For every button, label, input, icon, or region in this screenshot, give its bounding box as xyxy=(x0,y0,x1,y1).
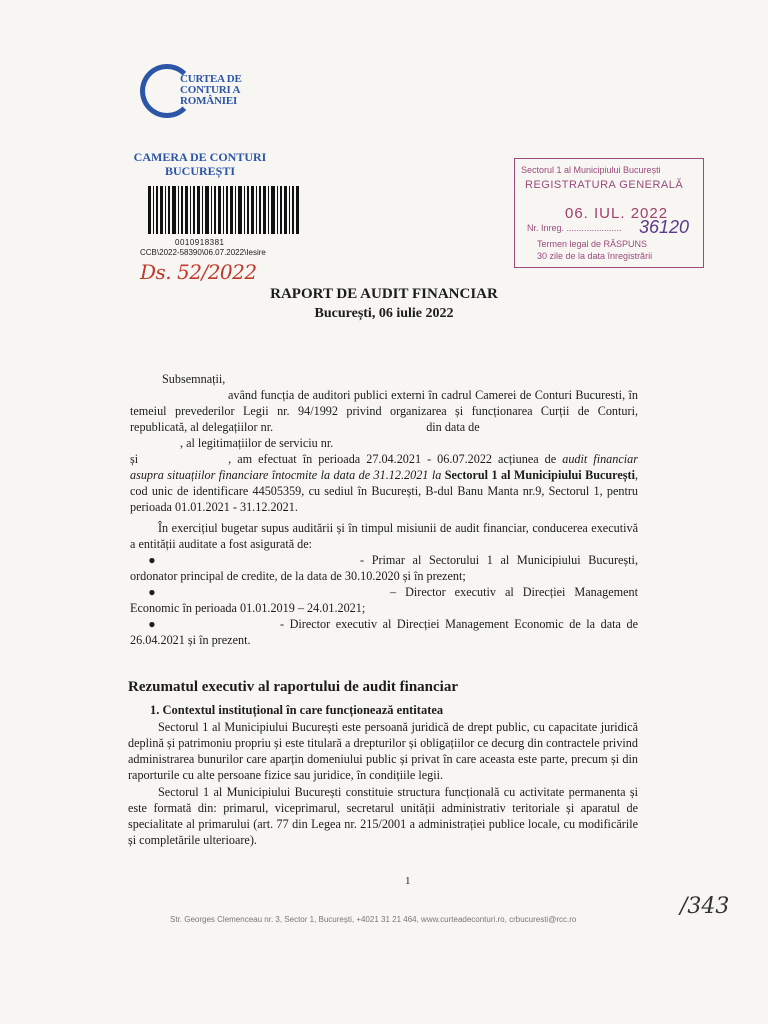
intro-part-7: , am efectuat în perioada 27.04.2021 - 06.07.2022 acțiunea de xyxy=(228,452,557,466)
list-item: ● - Primar al Sectorului 1 al Municipiului București, ordonator principal de credite, de la data de 30.10.2020 și în prezent; xyxy=(130,553,638,583)
court-of-accounts-logo xyxy=(140,64,260,126)
stamp-department: REGISTRATURA GENERALĂ xyxy=(525,179,684,191)
executive-intro xyxy=(130,520,638,552)
registration-code: CCB\2022-58390\06.07.2022\Iesire xyxy=(140,248,266,257)
list-item-text: - Primar al Sectorului 1 al Municipiului București, ordonator principal de credite, de la data de 30.10.2020 și în prezent; xyxy=(130,553,638,583)
context-paragraph-1 xyxy=(128,719,638,783)
logo-line-2: CONTURI A xyxy=(180,84,241,96)
subsemnatii-label: Subsemnații, xyxy=(162,372,226,386)
handwritten-reference: Ds. 52/2022 xyxy=(140,260,257,284)
intro-part-4: din data de xyxy=(426,420,480,434)
list-item: ● – Director executiv al Direcției Management Economic în perioada 01.01.2019 – 24.01.2021; xyxy=(130,585,638,615)
logo-text xyxy=(180,74,242,107)
intro-part-8: audit financiar asupra situațiilor financiare întocmite la data de 31.12.2021 la xyxy=(130,452,638,482)
intro-part-3: republicată, al delegațiilor nr. xyxy=(130,420,274,434)
stamp-institution: Sectorul 1 al Municipiului București xyxy=(521,165,661,175)
context-paragraph-2 xyxy=(128,784,638,848)
document-date-line: București, 06 iulie 2022 xyxy=(314,306,454,321)
logo-line-3: ROMÂNIEI xyxy=(180,95,238,107)
intro-paragraph xyxy=(130,387,638,515)
stamp-term-line-2: 30 zile de la data înregistrării xyxy=(537,251,653,261)
document-title: RAPORT DE AUDIT FINANCIAR xyxy=(270,286,498,302)
context-paragraph-2-text: Sectorul 1 al Municipiului București constituie structura funcțională cu activitate permanenta și este formată din: primarul, viceprimarul, secretarul unității administrativ teritoriale și aparatul de specialitate al primarului (art. 77 din Legea nr. 215/2001 a administrației publice locale, cu modificările și completările ulterioare). xyxy=(128,785,638,847)
stamp-registration-label: Nr. Inreg. ...................... xyxy=(527,223,622,233)
intro-part-2: în temeiul prevederilor Legii nr. 94/1992 privind organizarea și funcționarea Curții de Conturi, xyxy=(130,388,639,418)
stamp-date: 06. IUL. 2022 xyxy=(565,205,669,222)
audited-entity-name: Sectorul 1 al Municipiului București xyxy=(444,468,635,482)
registration-stamp xyxy=(514,158,704,268)
list-item-text: - Director executiv al Direcției Management Economic de la data de 26.04.2021 și în prezent. xyxy=(130,617,638,647)
intro-part-5: , al legitimațiilor de serviciu nr. xyxy=(180,436,334,450)
list-item-text: – Director executiv al Direcției Management Economic în perioada 01.01.2019 – 24.01.2021; xyxy=(130,585,638,615)
intro-part-10: , cod unic de identificare 44505359, cu sediul în București, B-dul Banu Manta nr.9, Sectorul 1, pentru perioada 01.01.2021 - 31.12.2021. xyxy=(130,468,639,514)
list-item: ● - Director executiv al Direcției Management Economic de la data de 26.04.2021 și în prezent. xyxy=(130,617,638,647)
footer-address: Str. Georges Clemenceau nr. 3, Sector 1, București, +4021 31 21 464, www.curteadeconturi.ro, crbucuresti@rcc.ro xyxy=(170,915,577,924)
intro-part-6: și xyxy=(130,452,139,466)
handwritten-page-mark: /343 xyxy=(680,894,730,919)
barcode-number: 0010918381 xyxy=(175,238,225,247)
context-paragraph-1-text: Sectorul 1 al Municipiului București este persoană juridică de drept public, cu capacitate juridică deplină și patrimoniu propriu și este titulară a drepturilor și obligațiilor ce decurg din contractele privind administrarea bunurilor care aparțin domeniului public și privat în care aceasta este parte, precum și din raporturile cu alte persoane fizice sau juridice, în condițiile legii. xyxy=(128,720,638,782)
chamber-name-line-2: BUCUREȘTI xyxy=(164,164,236,178)
chamber-name xyxy=(132,150,268,178)
intro-part-1: având funcția de auditori publici externi în cadrul Camerei de Conturi Bucuresti, xyxy=(228,388,626,402)
logo-line-1: CURTEA DE xyxy=(180,73,242,85)
executive-intro-text: În exercițiul bugetar supus auditării și în timpul misiunii de audit financiar, conducerea executivă a entității auditate a fost asigurată de: xyxy=(130,521,638,551)
barcode-icon xyxy=(148,186,300,234)
page-number: 1 xyxy=(405,875,411,887)
subsection-heading: 1. Contextul instituțional în care funcționează entitatea xyxy=(150,703,444,717)
stamp-registration-number: 36120 xyxy=(639,217,690,237)
stamp-term-line-1: Termen legal de RĂSPUNS xyxy=(537,239,648,249)
section-heading: Rezumatul executiv al raportului de audit financiar xyxy=(128,679,458,695)
chamber-name-line-1: CAMERA DE CONTURI xyxy=(133,150,267,164)
